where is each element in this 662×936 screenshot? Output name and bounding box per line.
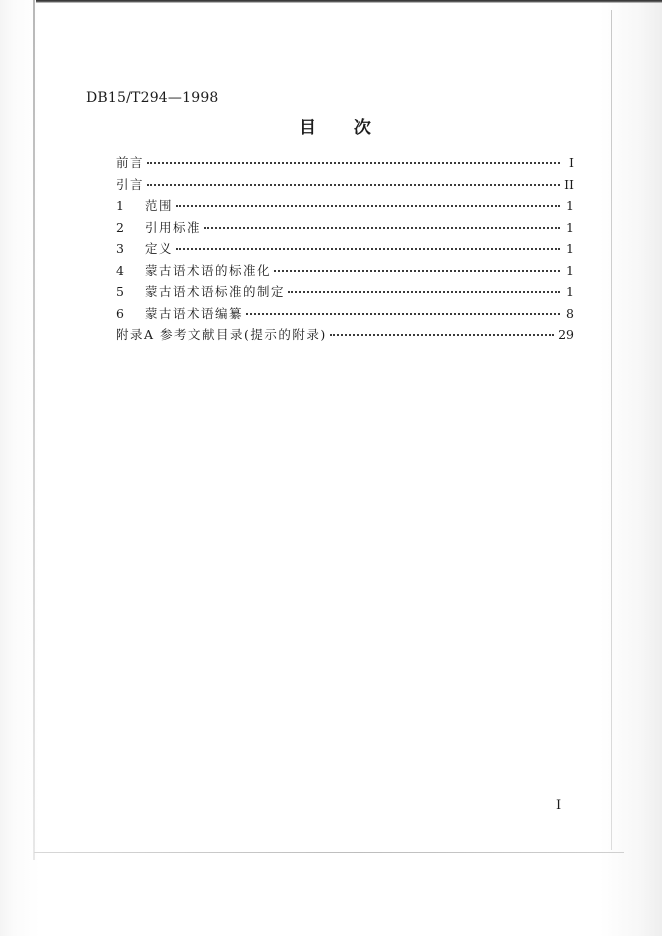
toc-entry-text: 附录A 参考文献目录(提示的附录) [116,327,327,342]
toc-entry-text: 蒙古语术语编纂 [145,305,244,321]
toc-entry-terminology-compilation[interactable] [116,304,574,326]
page-number: I [556,798,562,813]
toc-entry-text: 定义 [145,241,174,256]
toc-entry-foreword[interactable] [116,153,574,175]
toc-section-number: 4 [116,262,124,278]
toc-entry-appendix-a[interactable] [116,325,574,347]
toc-page-number: II [564,176,574,192]
toc-page-number: 1 [566,284,574,299]
toc-page-number: 1 [566,198,574,213]
toc-page-number: 1 [566,262,574,278]
toc-dot-leader [330,334,554,336]
toc-entry-scope[interactable] [116,196,574,218]
toc-page-number: 1 [566,219,574,235]
toc-entry-definitions[interactable] [116,239,574,261]
toc-entry-standard-formulation[interactable] [116,282,574,304]
table-of-contents [116,153,574,347]
toc-entry-text: 引言 [116,176,145,192]
toc-page-number: 29 [558,327,574,342]
standard-code: DB15/T294—1998 [86,90,219,106]
toc-dot-leader [176,205,560,207]
toc-dot-leader [176,248,560,250]
toc-page-number: I [569,155,574,170]
toc-section-number: 6 [116,305,124,321]
scan-bottom-edge [34,852,624,853]
toc-dot-leader [274,270,560,272]
toc-entry-introduction[interactable] [116,175,574,197]
toc-dot-leader [246,313,560,315]
toc-entry-text: 蒙古语术语的标准化 [145,262,272,278]
toc-section-number: 3 [116,241,124,256]
toc-dot-leader [147,162,560,164]
scan-top-edge [36,0,662,3]
toc-section-number: 2 [116,219,124,235]
toc-dot-leader [288,291,560,293]
toc-page-number: 8 [566,305,574,321]
toc-entry-standardization[interactable] [116,261,574,283]
toc-page-number: 1 [566,241,574,256]
toc-dot-leader [147,184,560,186]
toc-entry-text: 引用标准 [145,219,202,235]
toc-entry-text: 范围 [145,198,174,213]
scan-right-edge [611,10,612,850]
toc-entry-text: 前言 [116,155,145,170]
toc-dot-leader [204,227,560,229]
toc-title: 目 次 [299,118,387,138]
toc-entry-normative-references[interactable] [116,218,574,240]
scan-left-edge [33,0,35,860]
toc-entry-text: 蒙古语术语标准的制定 [145,284,286,299]
toc-section-number: 5 [116,284,124,299]
toc-section-number: 1 [116,198,124,213]
